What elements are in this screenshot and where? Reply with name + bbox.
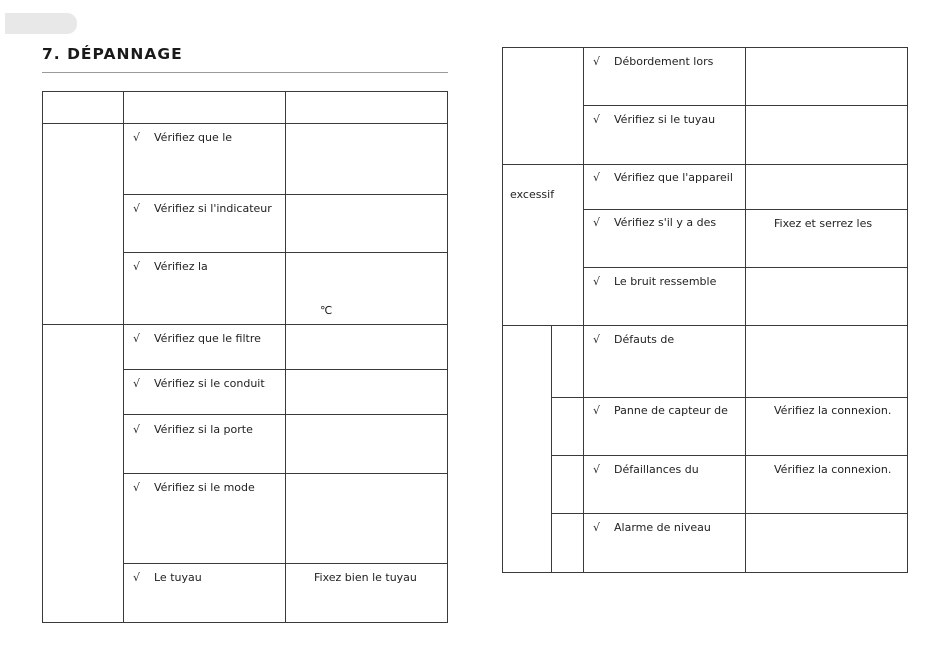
cause-text: Vérifiez si la porte [154, 423, 253, 436]
cause-text: Défaillances du [614, 463, 699, 476]
cause-text: Alarme de niveau [614, 521, 711, 534]
cause-text: Vérifiez s'il y a des [614, 216, 717, 229]
check-mark: √ [593, 275, 601, 288]
table-border [907, 47, 908, 573]
row-divider [583, 105, 908, 106]
check-mark: √ [593, 216, 601, 229]
cause-text: Vérifiez que le filtre [154, 332, 261, 345]
cause-text: Le bruit ressemble [614, 275, 717, 288]
cause-text: Vérifiez que l'appareil [614, 171, 733, 184]
row-divider [123, 563, 448, 564]
row-divider [42, 123, 448, 124]
check-mark: √ [133, 423, 141, 436]
solution-text: ℃ [320, 304, 333, 317]
check-mark: √ [593, 521, 601, 534]
column-divider [123, 91, 124, 623]
page-tab-marker [5, 13, 77, 34]
column-divider [745, 47, 746, 573]
table-border [42, 91, 448, 92]
cause-text: Vérifiez si le tuyau [614, 113, 716, 126]
table-border [502, 572, 908, 573]
section-title: 7. DÉPANNAGE [42, 45, 183, 63]
table-border [502, 47, 908, 48]
row-divider [551, 455, 908, 456]
row-divider [551, 397, 908, 398]
cause-text: Le tuyau [154, 571, 202, 584]
solution-text: Fixez bien le tuyau [314, 571, 417, 584]
column-divider [551, 325, 552, 573]
check-mark: √ [133, 131, 141, 144]
check-mark: √ [133, 202, 141, 215]
check-mark: √ [593, 404, 601, 417]
cause-text: Vérifiez si le mode [154, 481, 255, 494]
check-mark: √ [593, 55, 601, 68]
column-divider [583, 47, 584, 573]
row-divider [123, 252, 448, 253]
check-mark: √ [133, 481, 141, 494]
check-mark: √ [133, 332, 141, 345]
check-mark: √ [593, 333, 601, 346]
check-mark: √ [593, 463, 601, 476]
table-border [42, 91, 43, 623]
row-divider [123, 369, 448, 370]
solution-text: Fixez et serrez les [774, 217, 873, 230]
cause-text: Défauts de [614, 333, 675, 346]
row-divider [502, 164, 908, 165]
table-border [447, 91, 448, 623]
row-divider [551, 513, 908, 514]
cause-text: Panne de capteur de [614, 404, 728, 417]
row-divider [123, 414, 448, 415]
check-mark: √ [593, 113, 601, 126]
check-mark: √ [133, 260, 141, 273]
cause-text: Vérifiez si l'indicateur [154, 202, 272, 215]
row-divider [583, 267, 908, 268]
solution-text: Vérifiez la connexion. [774, 463, 892, 476]
title-divider [42, 72, 448, 73]
row-divider [123, 473, 448, 474]
problem-label: excessif [510, 188, 555, 201]
cause-text: Vérifiez si le conduit [154, 377, 265, 390]
cause-text: Vérifiez la [154, 260, 208, 273]
cause-text: Vérifiez que le [154, 131, 233, 144]
solution-text: Vérifiez la connexion. [774, 404, 892, 417]
check-mark: √ [133, 571, 141, 584]
row-divider [42, 324, 448, 325]
row-divider [583, 209, 908, 210]
row-divider [502, 325, 908, 326]
cause-text: Débordement lors [614, 55, 714, 68]
column-divider [285, 91, 286, 623]
row-divider [123, 194, 448, 195]
check-mark: √ [133, 377, 141, 390]
table-border [42, 622, 448, 623]
check-mark: √ [593, 171, 601, 184]
table-border [502, 47, 503, 573]
